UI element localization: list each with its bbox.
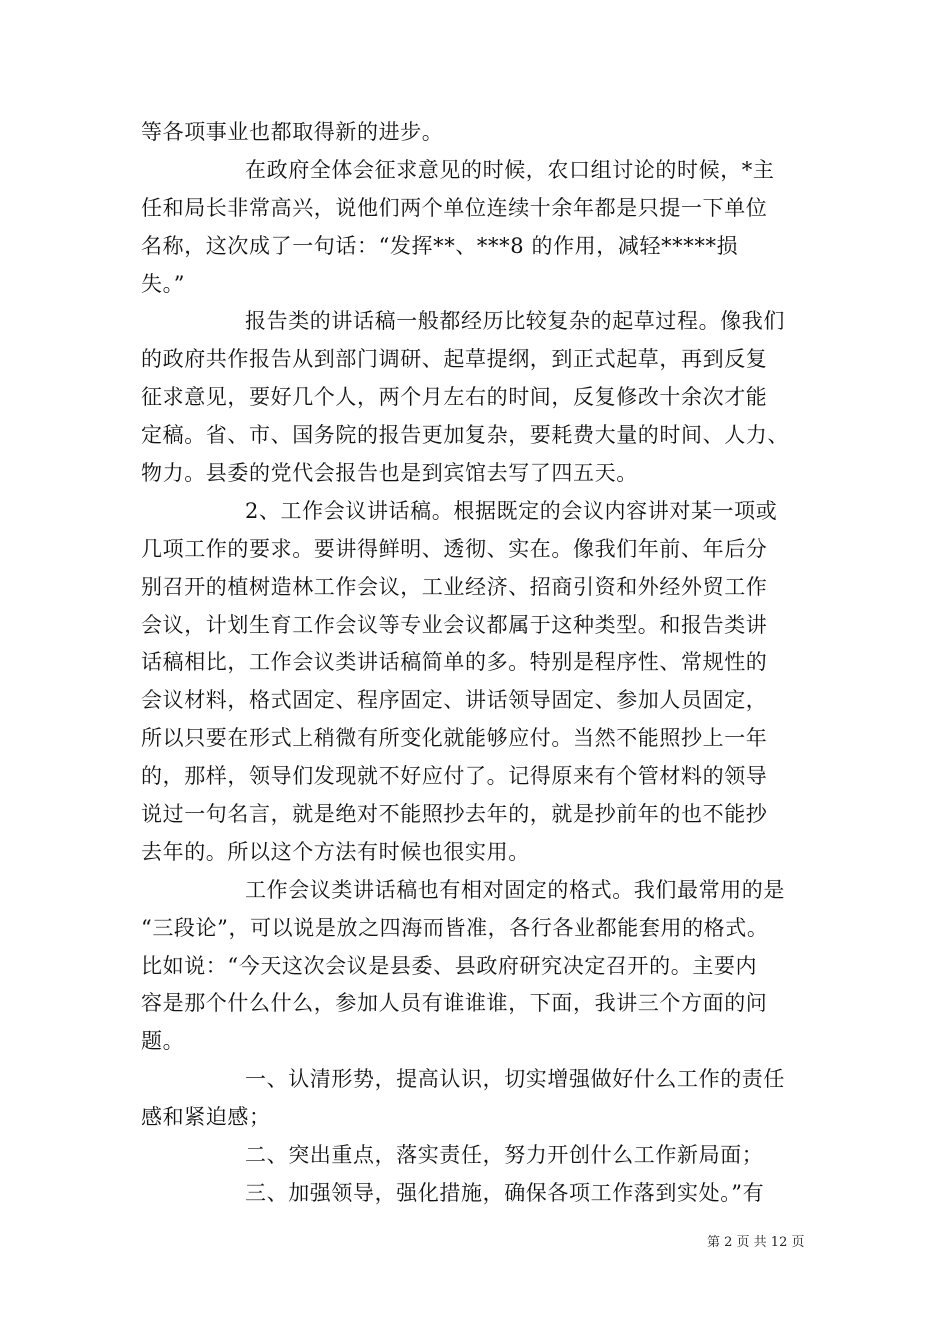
text-line: 的，那样，领导们发现就不好应付了。记得原来有个管材料的领导 bbox=[141, 764, 768, 789]
text-line: 征求意见，要好几个人，两个月左右的时间，反复修改十余次才能 bbox=[141, 385, 768, 410]
text-line: 别召开的植树造林工作会议，工业经济、招商引资和外经外贸工作 bbox=[141, 574, 768, 599]
text-line: “三段论”，可以说是放之四海而皆准，各行各业都能套用的格式。 bbox=[141, 915, 769, 940]
text-line: 感和紧迫感； bbox=[141, 1105, 271, 1130]
text-line: 所以只要在形式上稍微有所变化就能够应付。当然不能照抄上一年 bbox=[141, 726, 768, 751]
text-line: 去年的。所以这个方法有时候也很实用。 bbox=[141, 839, 530, 864]
text-line: 失。” bbox=[141, 271, 186, 296]
text-line: 比如说：“今天这次会议是县委、县政府研究决定召开的。主要内 bbox=[141, 953, 758, 978]
text-line: 几项工作的要求。要讲得鲜明、透彻、实在。像我们年前、年后分 bbox=[141, 536, 768, 561]
text-line: 话稿相比，工作会议类讲话稿简单的多。特别是程序性、常规性的 bbox=[141, 650, 768, 675]
text-line: 物力。县委的党代会报告也是到宾馆去写了四五天。 bbox=[141, 461, 638, 486]
text-line: 工作会议类讲话稿也有相对固定的格式。我们最常用的是 bbox=[245, 877, 785, 902]
text-line: 定稿。省、市、国务院的报告更加复杂，要耗费大量的时间、人力、 bbox=[141, 423, 789, 448]
text-line: 题。 bbox=[141, 1029, 185, 1054]
text-line: 会议，计划生育工作会议等专业会议都属于这种类型。和报告类讲 bbox=[141, 612, 768, 637]
text-line: 容是那个什么什么，参加人员有谁谁谁，下面，我讲三个方面的问 bbox=[141, 991, 768, 1016]
text-line: 三、加强领导，强化措施，确保各项工作落到实处。”有 bbox=[245, 1180, 765, 1205]
text-line: 二、突出重点，落实责任，努力开创什么工作新局面； bbox=[245, 1143, 764, 1168]
text-line: 会议材料，格式固定、程序固定、讲话领导固定、参加人员固定， bbox=[141, 688, 768, 713]
body-text bbox=[141, 114, 807, 1213]
page-footer: 第 2 页 共 12 页 bbox=[707, 1235, 805, 1250]
text-line: 在政府全体会征求意见的时候，农口组讨论的时候，*主 bbox=[245, 157, 775, 182]
text-line: 名称，这次成了一句话：“发挥**、***8 的作用，减轻*****损 bbox=[141, 233, 739, 258]
text-line: 报告类的讲话稿一般都经历比较复杂的起草过程。像我们 bbox=[245, 309, 785, 334]
text-line: 2、工作会议讲话稿。根据既定的会议内容讲对某一项或 bbox=[245, 498, 778, 523]
text-line: 的政府共作报告从到部门调研、起草提纲，到正式起草，再到反复 bbox=[141, 347, 768, 372]
text-line: 等各项事业也都取得新的进步。 bbox=[141, 120, 444, 144]
text-line: 一、认清形势，提高认识，切实增强做好什么工作的责任 bbox=[245, 1067, 785, 1092]
text-line: 说过一句名言，就是绝对不能照抄去年的，就是抄前年的也不能抄 bbox=[141, 802, 768, 827]
text-line: 任和局长非常高兴，说他们两个单位连续十余年都是只提一下单位 bbox=[141, 195, 768, 220]
